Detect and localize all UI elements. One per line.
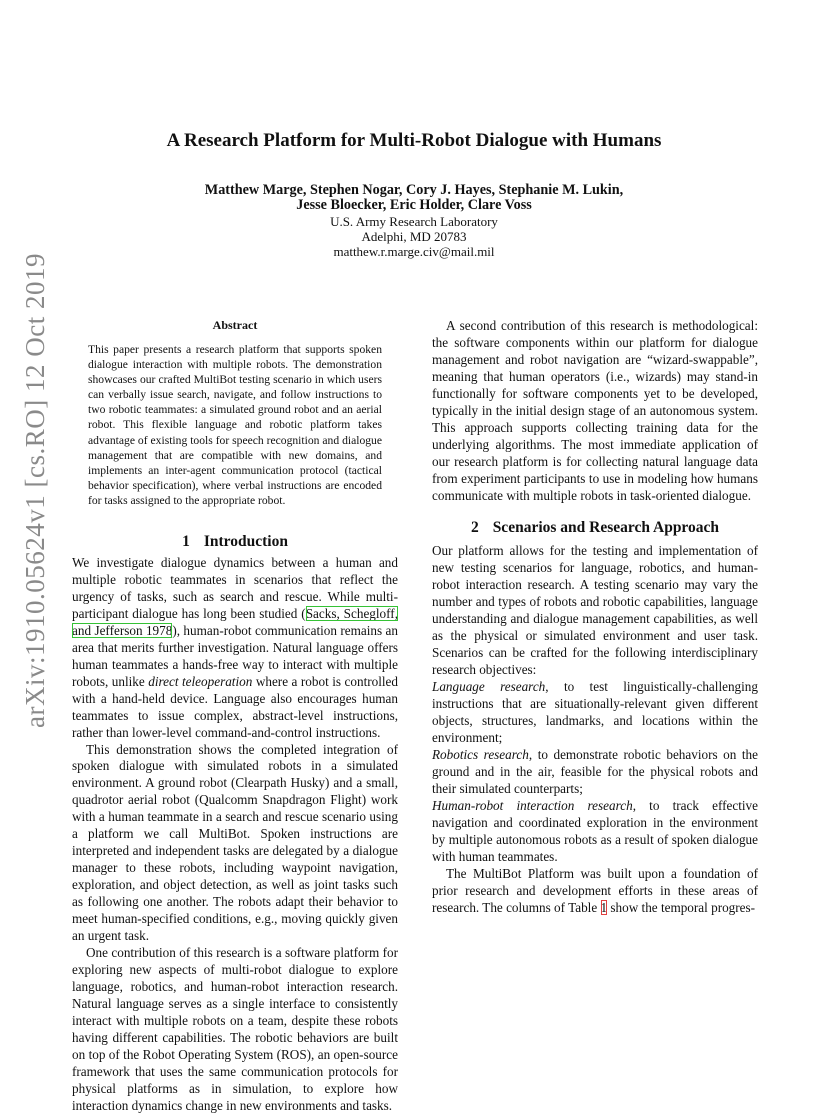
section-1-number: 1 <box>182 533 190 551</box>
authors-line-2: Jesse Bloecker, Eric Holder, Clare Voss <box>296 197 532 213</box>
abstract-text: This paper presents a research platform that supports spoken dialogue interaction with multiple robots. The demonstration showcases our crafted MultiBot testing scenario in which users can verbally issue search, navigate, and follow instructions to two robotic teammates: a simulated ground robot and an aerial robot. This flexible language and robotic platform takes advantage of existing tools for speech recognition and dialogue management that are compatible with new domains, and implements an inter-agent communication protocol (tactical behavior specification), where verbal instructions are encoded for tasks assigned to the appropriate robot. <box>88 343 382 507</box>
table-reference-link[interactable]: 1 <box>600 899 608 915</box>
affiliation: U.S. Army Research Laboratory <box>330 214 498 229</box>
intro-paragraph-3: One contribution of this research is a software platform for exploring new aspects of multi-robot dialogue to explore language, robotics, and human-robot interaction research. Natural language serves as a single interface to consistently interact with multiple robots on a team, despite these robots having different capabilities. The robotic behaviors are built on top of the Robot Operating System (ROS), an open-source framework that uses the same communication protocols for physical platforms as in simulation, to explore how interaction dynamics change in new environments and tasks. <box>72 944 398 1113</box>
address: Adelphi, MD 20783 <box>361 229 467 244</box>
left-column <box>72 318 398 1114</box>
objective-language <box>432 679 758 747</box>
objective-hri <box>432 798 758 866</box>
right-column <box>432 318 758 916</box>
objective-robotics <box>432 747 758 798</box>
paper-title: A Research Platform for Multi-Robot Dialogue with Humans <box>166 130 662 151</box>
intro-paragraph-4: A second contribution of this research is methodological: the software components within our platform for dialogue management and robot navigation are “wizard-swappable”, meaning that human operators (i.e., wizards) may stand-in functionally for software components yet to be developed, typically in the initial design stage of an autonomous system. This approach supports collecting training data for the underlying algorithms. The most immediate application of our research platform is for collecting natural language data from experiment participants to use in modeling how humans communicate with multiple robots in task-oriented dialogue. <box>432 318 758 503</box>
objective-language-text: , to test linguistically-challenging instructions that are situationally-relevant given different objects, structures, landmarks, and locations within the environment; <box>432 679 758 745</box>
intro-paragraph-2: This demonstration shows the completed integration of spoken dialogue with simulated robots in a simulated environment. A ground robot (Clearpath Husky) and a small, quadrotor aerial robot (Qualcomm Snapdragon Flight) work with a human teammate in a search and rescue scenario using a platform we call MultiBot. Spoken instructions are interpreted and independent tasks are delegated by a dialogue manager to these robots, including waypoint navigation, exploration, and object detection, as well as joint tasks such as following one another. The robots adapt their behavior to meet human-specified conditions, e.g., moving quickly given an urgent task. <box>72 741 398 943</box>
scenarios-p2-text-a: The MultiBot Platform was built upon a foundation of prior research and development efforts in these areas of research. The columns of Table <box>432 865 758 915</box>
scenarios-paragraph-2 <box>432 866 758 917</box>
objective-language-label: Language research <box>432 679 546 695</box>
scenarios-paragraph-1: Our platform allows for the testing and implementation of new testing scenarios for language, robotics, and human-robot interaction research. A testing scenario may vary the number and types of robots and robotic capabilities, language understanding and dialogue management capabilities, as well as the physical or simulated environment and user task. Scenarios can be crafted for the following interdisciplinary research objectives: <box>432 543 758 678</box>
section-2-number: 2 <box>470 519 479 537</box>
affiliation-block <box>0 214 828 259</box>
emphasis-direct-teleoperation: direct teleoperation <box>148 673 253 689</box>
objective-robotics-text: , to demonstrate robotic behaviors on the ground and in the air, feasible for the physical robots and their simulated counterparts; <box>432 746 758 796</box>
scenarios-p2-text-b: show the temporal progres- <box>607 899 756 915</box>
section-2-title: Scenarios and Research Approach <box>492 519 720 537</box>
citation-link[interactable]: Sacks, Schegloff, and Jefferson 1978 <box>72 605 398 638</box>
arxiv-identifier <box>14 252 56 728</box>
author-list <box>0 183 828 213</box>
authors-line-1: Matthew Marge, Stephen Nogar, Cory J. Hayes, Stephanie M. Lukin, <box>204 182 624 198</box>
abstract-heading: Abstract <box>212 318 258 332</box>
email: matthew.r.marge.civ@mail.mil <box>333 244 495 259</box>
intro-p1-text-c: where a robot is controlled with a hand-held device. Language also encourages human teammates to issue complex, abstract-level instructions, rather than lower-level command-and-control instructions. <box>72 673 398 740</box>
section-1-title: Introduction <box>203 533 288 551</box>
objective-hri-text: , to track effective navigation and coordinated exploration in the environment by multiple autonomous robots as a result of spoken dialogue with human teammates. <box>432 797 758 864</box>
section-2-heading <box>432 518 758 538</box>
intro-p1-text-b: ), human-robot communication remains an area that merits further investigation. Natural language offers human teammates a hands-free way to interact with multiple robots, unlike <box>72 622 398 689</box>
intro-p1-text-a: We investigate dialogue dynamics between a human and multiple robotic teammates in scenarios that reflect the urgency of tasks, such as search and rescue. While multi-participant dialogue has long been studied ( <box>72 555 398 621</box>
objective-robotics-label: Robotics research <box>432 746 529 762</box>
intro-paragraph-1 <box>72 555 398 741</box>
objective-hri-label: Human-robot interaction research <box>432 797 633 813</box>
arxiv-identifier-text: arXiv:1910.05624v1 [cs.RO] 12 Oct 2019 <box>19 252 50 728</box>
section-1-heading <box>72 532 398 552</box>
